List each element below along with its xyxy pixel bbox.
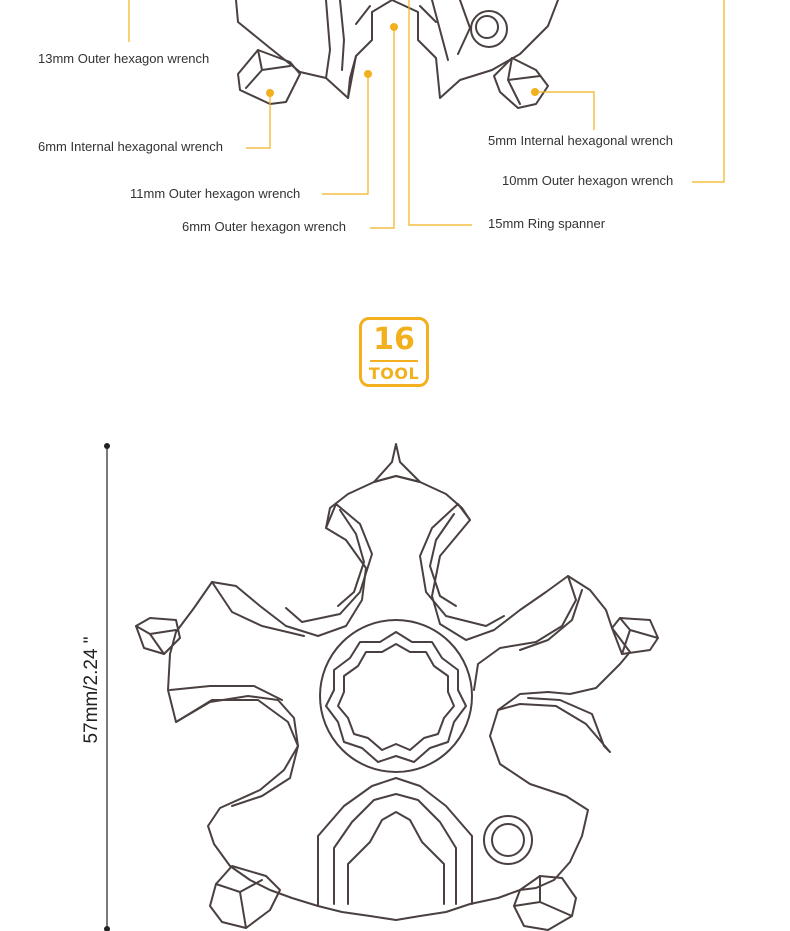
groove-right-lower — [498, 698, 610, 752]
ring-hole — [484, 816, 532, 864]
groove-bottom-3 — [348, 812, 444, 904]
label-15mm-ring-spanner: 15mm Ring spanner — [488, 216, 606, 231]
badge-text: TOOL — [368, 364, 420, 383]
label-6mm-internal-hexagonal: 6mm Internal hexagonal wrench — [38, 139, 223, 154]
groove-right-2 — [520, 590, 582, 650]
right-hex-stub — [612, 618, 658, 654]
bottom-left-hex-stub — [210, 866, 280, 928]
top-inner-right2 — [458, 0, 470, 54]
leader-11-outer — [322, 74, 368, 194]
groove-top-right — [420, 504, 504, 626]
groove-top-right-2 — [430, 514, 456, 606]
label-13mm-outer-hexagon: 13mm Outer hexagon wrench — [38, 51, 210, 66]
groove-top-left-2 — [338, 510, 364, 606]
dimension-label: 57mm/2.24 " — [81, 636, 102, 744]
label-10mm-outer-hexagon: 10mm Outer hexagon wrench — [502, 173, 674, 188]
top-tool-illustration — [0, 0, 790, 260]
leader-6-internal — [246, 92, 270, 148]
top-spike — [374, 444, 420, 482]
top-inner-right — [420, 0, 448, 60]
bottom-right-hex-stub — [514, 876, 576, 930]
top-body-right-arm — [492, 0, 558, 70]
outer-body — [168, 476, 630, 920]
badge-divider — [370, 360, 418, 362]
groove-left-2 — [170, 686, 282, 700]
center-socket — [326, 632, 466, 762]
label-11mm-outer-hexagon: 11mm Outer hexagon wrench — [130, 186, 301, 201]
groove-bottom-2 — [334, 794, 456, 904]
top-right-hex-stub — [494, 58, 548, 108]
leader-6-outer — [370, 27, 394, 228]
center-ring — [320, 620, 472, 772]
groove-right — [474, 576, 576, 690]
left-hex-stub — [136, 618, 180, 654]
groove-bottom-left — [212, 582, 304, 636]
leader-10-outer — [692, 0, 724, 182]
leader-5-internal — [535, 92, 594, 130]
badge-number: 16 — [373, 322, 415, 357]
groove-top-left — [286, 504, 372, 622]
groove-bottom — [318, 778, 472, 906]
label-6mm-outer-hexagon: 6mm Outer hexagon wrench — [182, 219, 347, 234]
tool-count-badge — [359, 317, 429, 387]
groove-left — [176, 700, 298, 806]
label-5mm-internal-hexagonal: 5mm Internal hexagonal wrench — [488, 133, 673, 148]
